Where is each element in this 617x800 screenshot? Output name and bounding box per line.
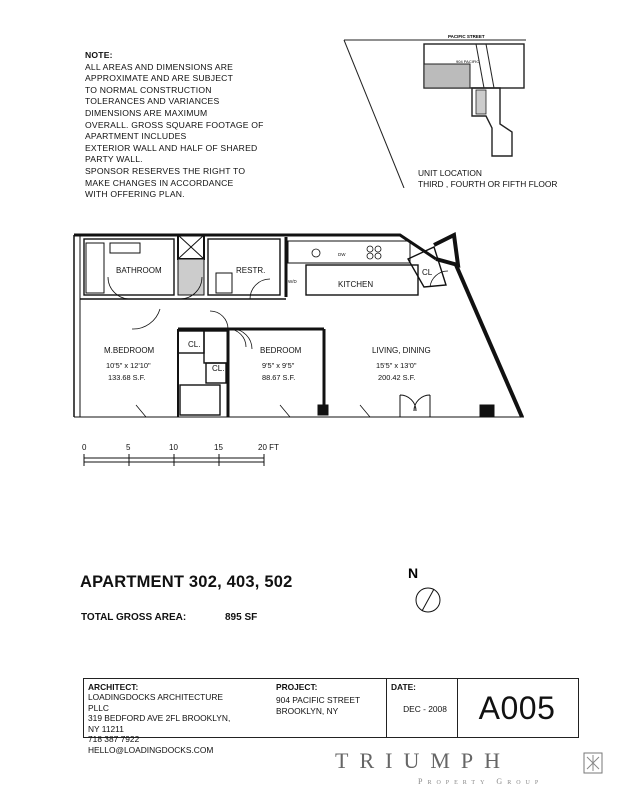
architect-cell bbox=[84, 679, 240, 755]
scale-tick-label: 5 bbox=[126, 443, 131, 452]
title-block bbox=[83, 678, 579, 755]
date-label: DATE: bbox=[391, 682, 416, 692]
sheet-number: A005 bbox=[478, 689, 556, 726]
note-heading: NOTE: bbox=[85, 50, 113, 60]
note-line: WITH OFFERING PLAN. bbox=[85, 189, 185, 200]
architect-label: ARCHITECT: bbox=[88, 682, 139, 692]
date-cell bbox=[386, 679, 463, 737]
room-living-dim: 15'5" x 13'0" bbox=[376, 361, 417, 370]
note-line: APPROXIMATE AND ARE SUBJECT bbox=[85, 73, 234, 84]
note-line: OVERALL. GROSS SQUARE FOOTAGE OF bbox=[85, 119, 264, 130]
architect-line: LOADINGDOCKS ARCHITECTURE PLLC bbox=[88, 692, 223, 713]
unit-location bbox=[418, 168, 557, 190]
room-living-area: 200.42 S.F. bbox=[378, 373, 416, 382]
room-bedroom-label: BEDROOM bbox=[260, 346, 302, 355]
room-mbedroom-label: M.BEDROOM bbox=[104, 346, 155, 355]
unit-location-title: UNIT LOCATION bbox=[418, 168, 482, 178]
scale-tick-label: 20 FT bbox=[258, 443, 279, 452]
gross-area-label: TOTAL GROSS AREA: bbox=[81, 612, 187, 623]
room-kitchen-label: KITCHEN bbox=[338, 280, 374, 289]
room-bathroom-label: BATHROOM bbox=[116, 266, 162, 275]
room-mbedroom-area: 133.68 S.F. bbox=[108, 373, 146, 382]
architect-line: 319 BEDFORD AVE 2FL BROOKLYN, NY 11211 bbox=[88, 713, 231, 734]
room-restr-label: RESTR. bbox=[236, 266, 266, 275]
note-line: TOLERANCES AND VARIANCES bbox=[85, 96, 220, 107]
room-bedroom-area: 88.67 S.F. bbox=[262, 373, 296, 382]
note-line: EXTERIOR WALL AND HALF OF SHARED bbox=[85, 142, 258, 153]
scale-tick-label: 15 bbox=[214, 443, 223, 452]
room-mbedroom-dim: 10'5" x 12'10" bbox=[106, 361, 151, 370]
note-line: PARTY WALL. bbox=[85, 154, 143, 165]
project-cell bbox=[272, 679, 390, 737]
project-line: 904 PACIFIC STREET bbox=[276, 695, 361, 705]
brand-wordmark: TRIUMPH bbox=[335, 748, 512, 773]
project-line: BROOKLYN, NY bbox=[276, 705, 339, 716]
note-line: ALL AREAS AND DIMENSIONS ARE bbox=[85, 61, 234, 72]
north-label: N bbox=[408, 565, 419, 581]
room-bedroom-dim: 9'5" x 9'5" bbox=[262, 361, 295, 370]
sheet-number-cell bbox=[457, 679, 576, 737]
appliance-wd: W/D bbox=[288, 279, 297, 284]
north-arrow-icon bbox=[400, 562, 450, 622]
note-line: TO NORMAL CONSTRUCTION bbox=[85, 84, 212, 95]
note-line: APARTMENT INCLUDES bbox=[85, 131, 187, 142]
key-plan-building: 904 PACIFIC bbox=[456, 59, 480, 64]
floor-plan bbox=[60, 225, 540, 425]
key-plan bbox=[336, 28, 576, 188]
date-value: DEC - 2008 bbox=[403, 704, 447, 714]
scale-tick-label: 10 bbox=[169, 443, 178, 452]
note-line: SPONSOR RESERVES THE RIGHT TO bbox=[85, 165, 246, 176]
room-closet-label-1: CL bbox=[422, 268, 433, 277]
apartment-title: APARTMENT 302, 403, 502 bbox=[80, 573, 293, 591]
note-line: DIMENSIONS ARE MAXIMUM bbox=[85, 107, 208, 118]
note-line: MAKE CHANGES IN ACCORDANCE bbox=[85, 177, 234, 188]
appliance-dw: DW bbox=[338, 252, 346, 257]
key-plan-street: PACIFIC STREET bbox=[448, 34, 485, 39]
room-closet-label-3: CL. bbox=[212, 364, 225, 373]
gross-area-value: 895 SF bbox=[225, 612, 258, 623]
project-label: PROJECT: bbox=[276, 682, 318, 692]
brand-subtitle: Property Group bbox=[418, 777, 544, 786]
scale-tick-label: 0 bbox=[82, 443, 87, 452]
brand-logo-icon bbox=[583, 752, 603, 774]
graphic-scale bbox=[80, 440, 300, 470]
architect-line: 718 387 7922 HELLO@LOADINGDOCKS.COM bbox=[88, 734, 214, 755]
disclaimer-note bbox=[85, 50, 315, 201]
room-closet-label-2: CL. bbox=[188, 340, 201, 349]
unit-location-floors: THIRD , FOURTH OR FIFTH FLOOR bbox=[418, 179, 558, 189]
room-living-label: LIVING, DINING bbox=[372, 346, 431, 355]
